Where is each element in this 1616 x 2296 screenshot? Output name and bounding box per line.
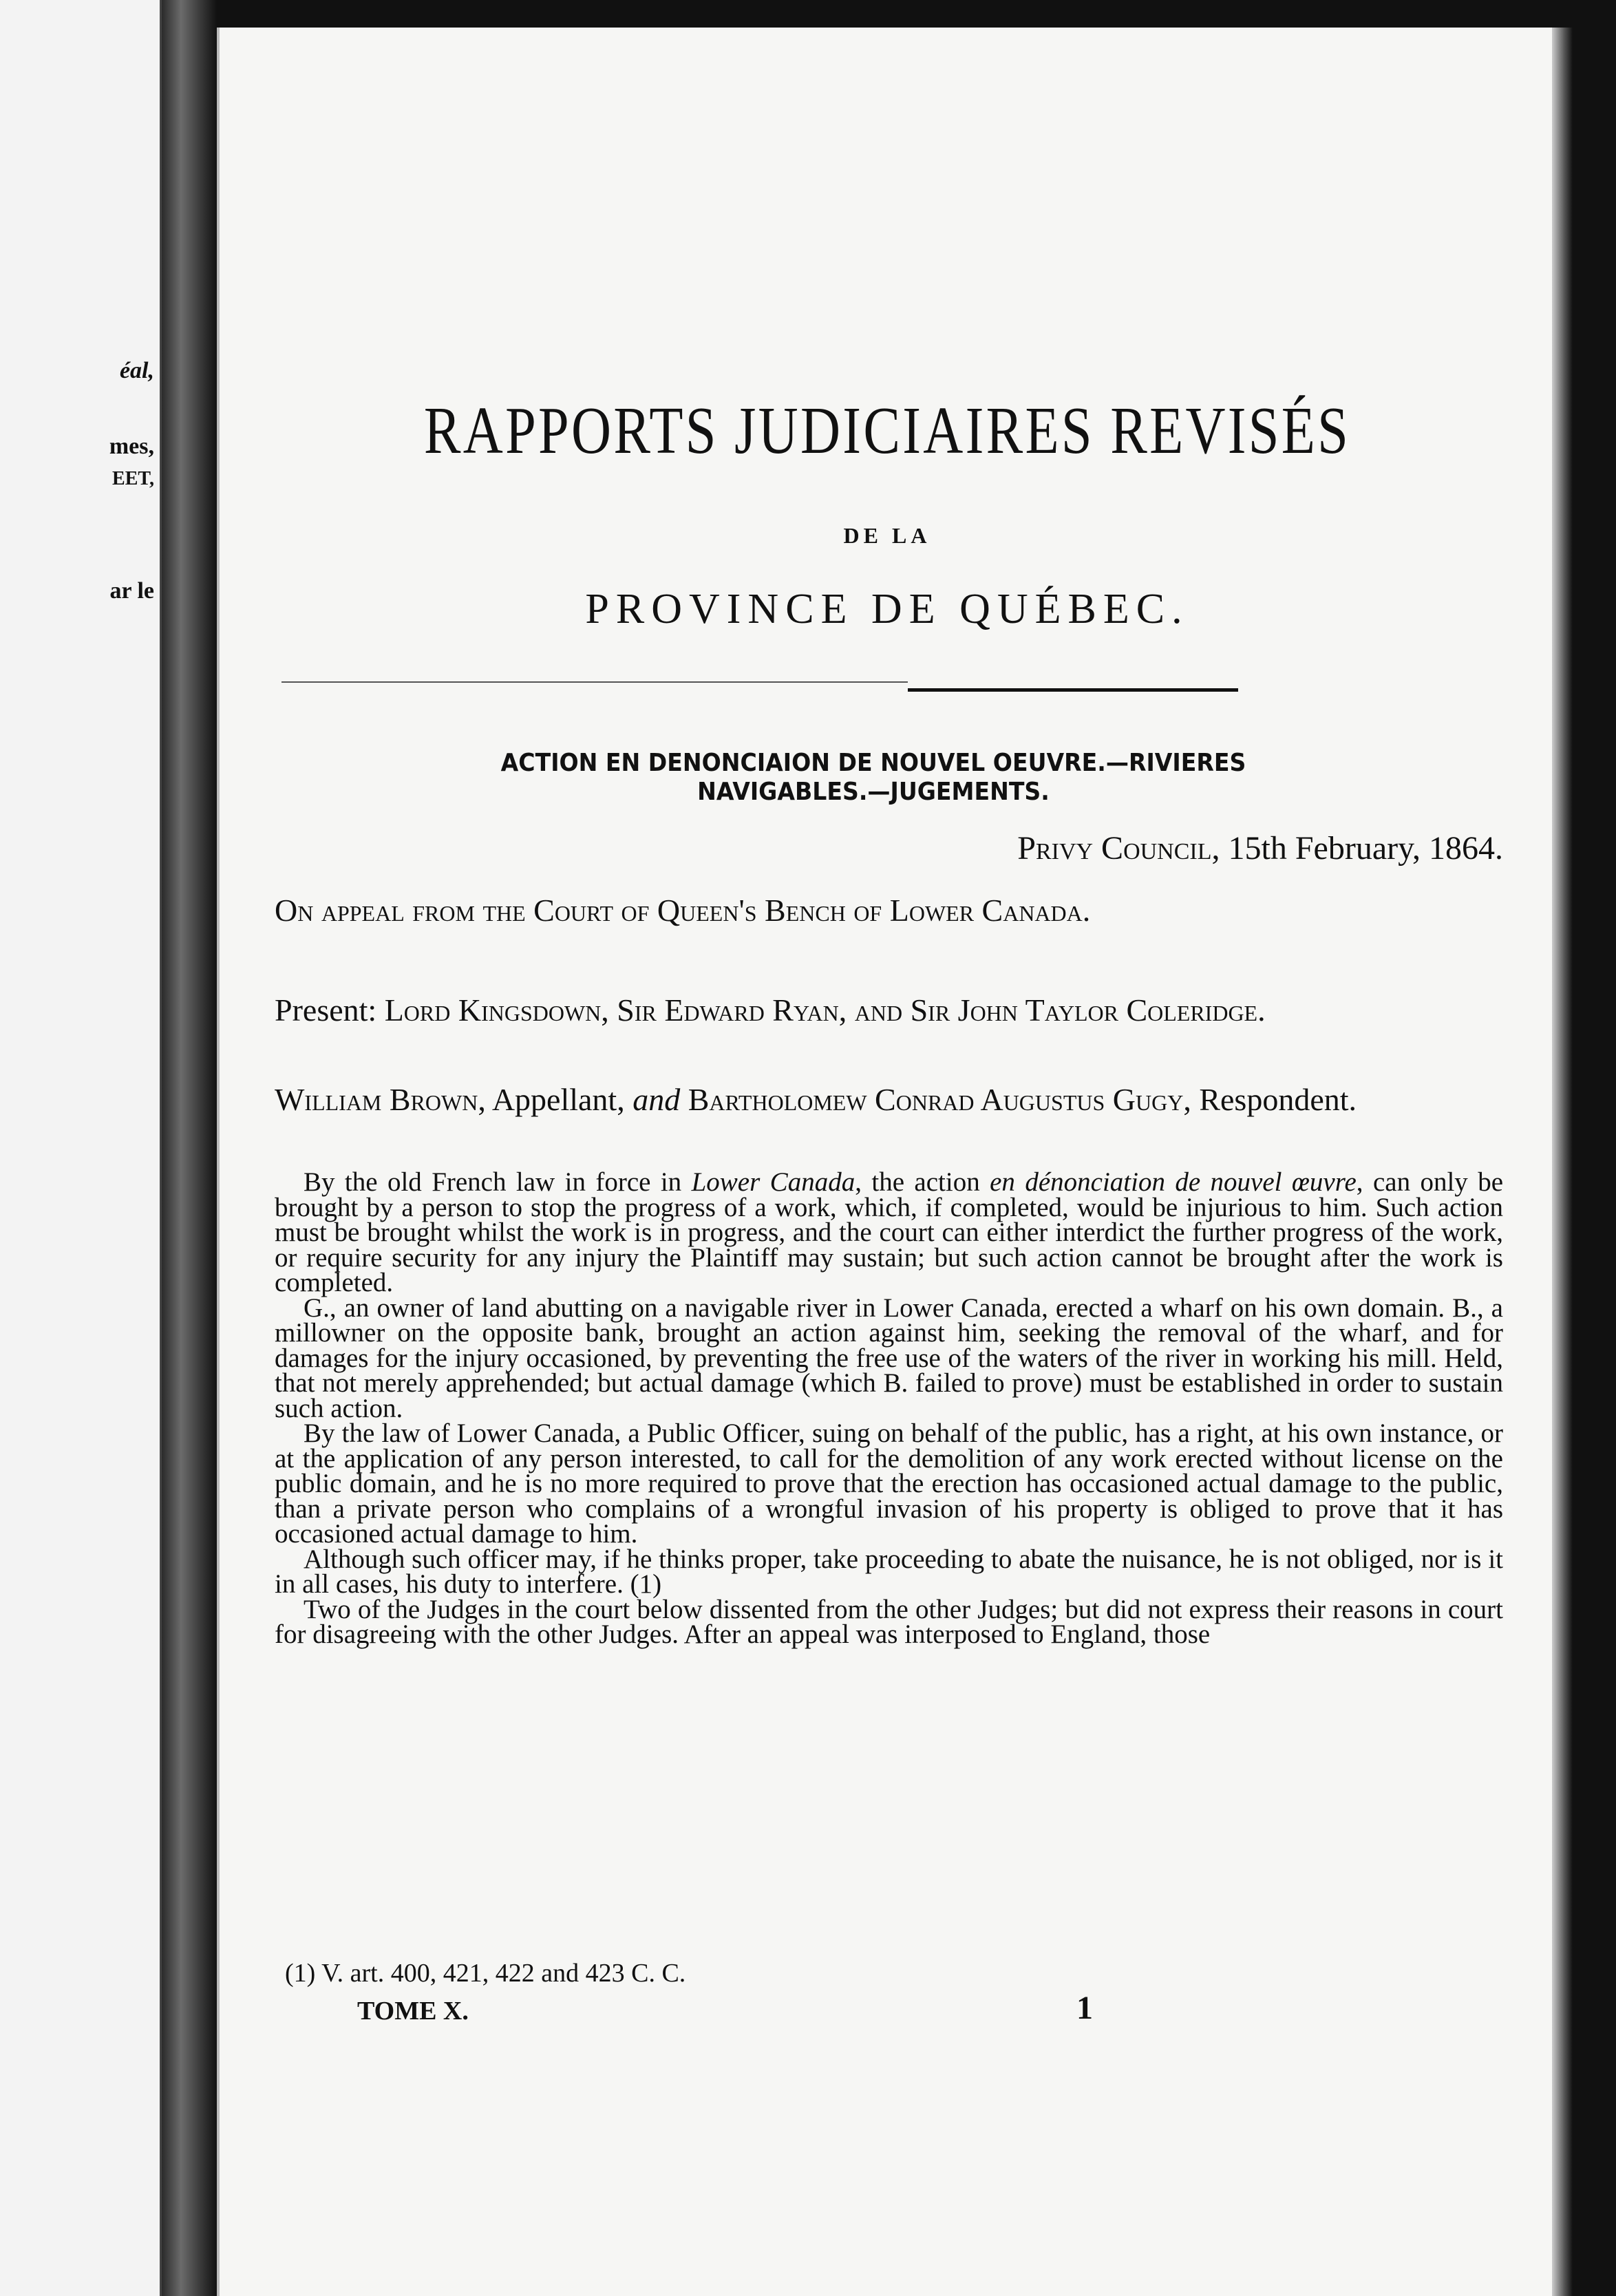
summary-paragraph (275, 1167, 1504, 1297)
left-page-fragment: ar le (109, 578, 154, 604)
summary-text: , can only be brought by a person to stop the progress of a work, which, if completed, would be injurious to him. Such action must be brought whilst the work is in progress, and the court can either interdict the further progress of the work, or require security for any injury the Plaintiff may sustain; but such action cannot be brought after the work is completed. (275, 1167, 1504, 1297)
book-gutter (162, 0, 217, 2296)
parties-and: and (632, 1082, 681, 1117)
headnote-title-line: NAVIGABLES.—JUGEMENTS. (697, 778, 1050, 806)
left-page-fragment: mes, (109, 434, 154, 459)
appeal-line: On appeal from the Court of Queen's Bench of Lower Canada. (275, 893, 1091, 928)
court-and-date (1017, 829, 1503, 867)
headnote-summary (275, 1167, 1504, 1649)
appellant-name: William Brown, (275, 1082, 486, 1117)
summary-paragraph: G., an owner of land abutting on a navigable river in Lower Canada, erected a wharf on his own domain. B., a millowner on the opposite bank, brought an action against him, seeking the removal of the wharf, and for damages for the injury occasioned, by preventing the free use of the waters of the river in working his mill. Held, that not merely apprehended; but actual damage (which B. failed to prove) must be established in order to sustain such action. (275, 1293, 1503, 1423)
page-number: 1 (1076, 1990, 1093, 2026)
judgment-date: 15th February, 1864. (1228, 830, 1503, 867)
appellant-role: Appellant, (491, 1082, 625, 1117)
court-name: Privy Council, (1017, 830, 1220, 867)
parties-line (275, 1081, 1503, 1119)
summary-paragraph: By the law of Lower Canada, a Public Officer, suing on behalf of the public, has a right, at his own instance, or at the application of any person interested, to call for the demolition of any work erected without license on the public domain, and he is no more required to prove that the erection has occasioned actual damage to the public, than a private person who complains of a wrongful invasion of his property is obliged to prove that it has occasioned actual damage to him. (275, 1418, 1503, 1549)
page-edge-shadow (1552, 28, 1573, 2296)
document-page (217, 28, 1555, 2296)
title-rule-thick (908, 688, 1238, 692)
volume-label: TOME X. (357, 1997, 469, 2026)
present-judges: Lord Kingsdown, Sir Edward Ryan, and Sir John Taylor Coleridge. (384, 992, 1266, 1028)
summary-paragraph: Two of the Judges in the court below dissented from the other Judges; but did not express their reasons in court for disagreeing with the other Judges. After an appeal was interposed to England, those (275, 1594, 1503, 1649)
summary-paragraph: Although such officer may, if he thinks proper, take proceeding to abate the nuisance, he is not obliged, nor is it in all cases, his duty to interfere. (1) (275, 1544, 1503, 1599)
title-rule-thin (281, 681, 908, 683)
present-line (275, 991, 1503, 1030)
present-label: Present: (275, 992, 377, 1028)
page-title: RAPPORTS JUDICIAIRES REVISÉS (423, 394, 1351, 468)
page-subtitle: PROVINCE DE QUÉBEC. (585, 586, 1189, 633)
summary-text: , the action (855, 1167, 990, 1197)
left-page-fragment: EET, (112, 468, 154, 489)
headnote-title-line: ACTION EN DENONCIAION DE NOUVEL OEUVRE.—RIVIERES (500, 749, 1246, 777)
summary-italic: en dénonciation de nouvel œuvre (990, 1167, 1357, 1197)
footnote: (1) V. art. 400, 421, 422 and 423 C. C. (285, 1959, 686, 1988)
left-page-fragment: éal, (119, 358, 154, 383)
title-connector: DE LA (843, 523, 931, 548)
left-facing-page (0, 0, 162, 2296)
respondent-role: Respondent. (1199, 1082, 1357, 1117)
summary-text: By the old French law in force in (304, 1167, 692, 1197)
headnote-title (398, 749, 1348, 807)
respondent-name: Bartholomew Conrad Augustus Gugy, (688, 1082, 1191, 1117)
summary-italic: Lower Canada (691, 1167, 855, 1197)
